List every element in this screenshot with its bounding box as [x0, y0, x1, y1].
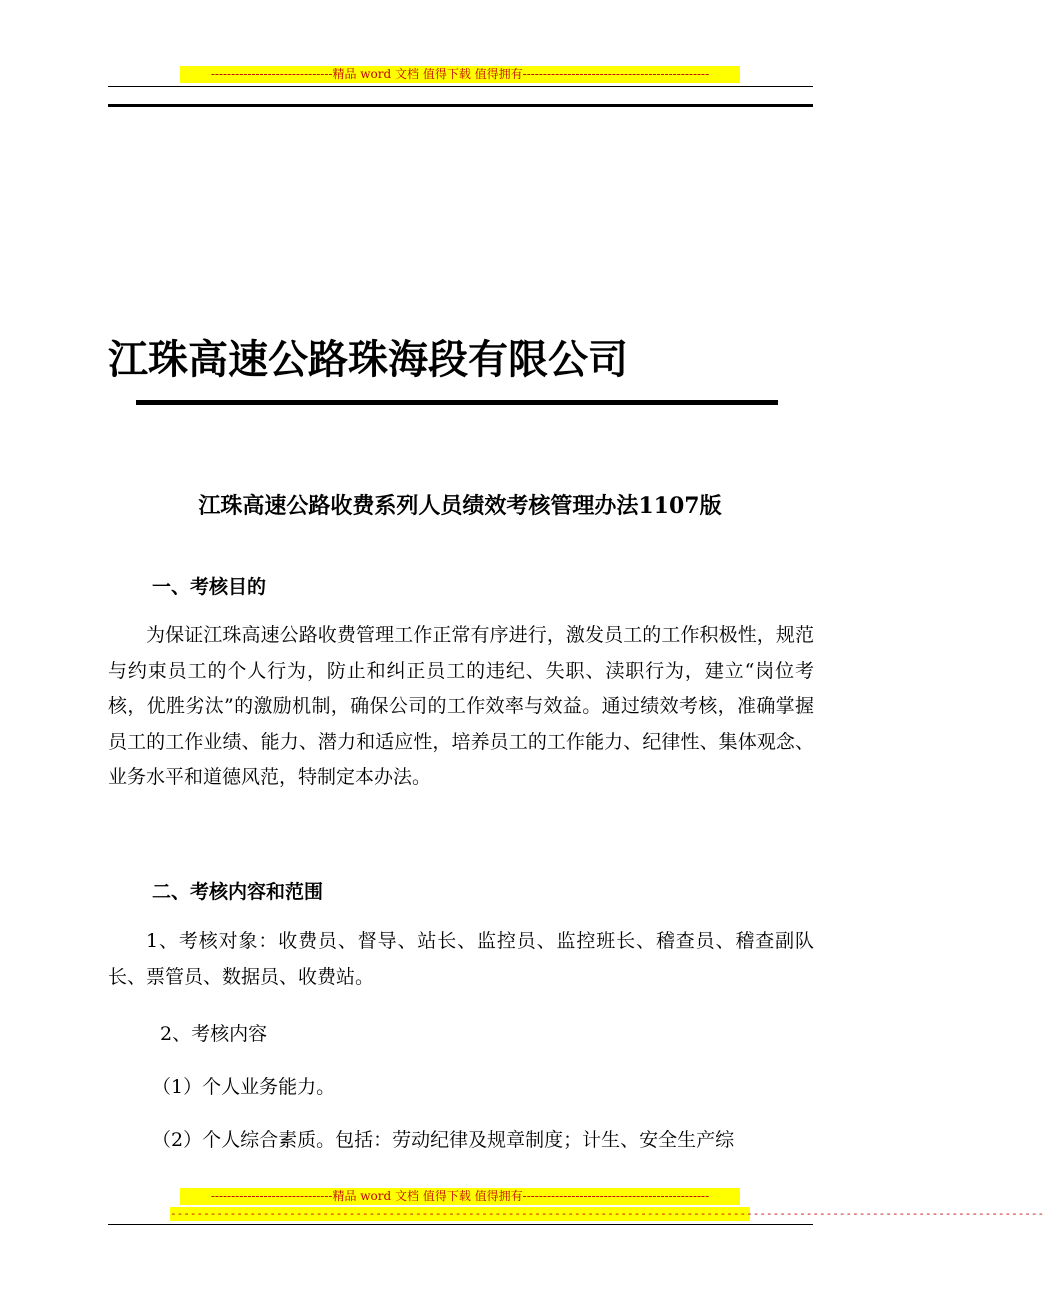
header-banner: ------------------------------精品 word 文档 值得下载 值得拥有----------------------------------------------: [180, 66, 740, 83]
section-2-item-2: 2、考核内容: [160, 1023, 268, 1045]
section-heading-2: 二、考核内容和范围: [152, 881, 324, 903]
header-rule-thick: [108, 104, 813, 107]
section-heading-1: 一、考核目的: [152, 576, 267, 598]
company-underline: [136, 400, 778, 405]
footer-rule: [108, 1224, 813, 1225]
section-1-paragraph: 为保证江珠高速公路收费管理工作正常有序进行，激发员工的工作积极性，规范与约束员工的个人行为，防止和纠正员工的违纪、失职、渎职行为，建立“岗位考核，优胜劣汰”的激励机制，确保公司的工作效率与效益。通过绩效考核，准确掌握员工的工作业绩、能力、潜力和适应性，培养员工的工作能力、纪律性、集体观念、业务水平和道德风范，特制定本办法。: [108, 624, 814, 788]
footer-banner: ------------------------------精品 word 文档 值得下载 值得拥有----------------------------------------------: [180, 1188, 740, 1205]
document-title: 江珠高速公路收费系列人员绩效考核管理办法1107版: [198, 493, 722, 519]
section-2-item-1: 1、考核对象：收费员、督导、站长、监控员、监控班长、稽查员、稽查副队长、票管员、数据员、收费站。: [108, 930, 814, 988]
company-name: 江珠高速公路珠海段有限公司: [108, 337, 628, 383]
section-2-sub-item-1: （1）个人业务能力。: [152, 1076, 336, 1098]
footer-dash-line: ------------------------------------------------------------------------------------------------------------------------------------: [170, 1207, 1044, 1220]
header-rule-thin: [108, 86, 813, 87]
section-2-sub-item-2: （2）个人综合素质。包括：劳动纪律及规章制度；计生、安全生产综: [152, 1129, 735, 1151]
